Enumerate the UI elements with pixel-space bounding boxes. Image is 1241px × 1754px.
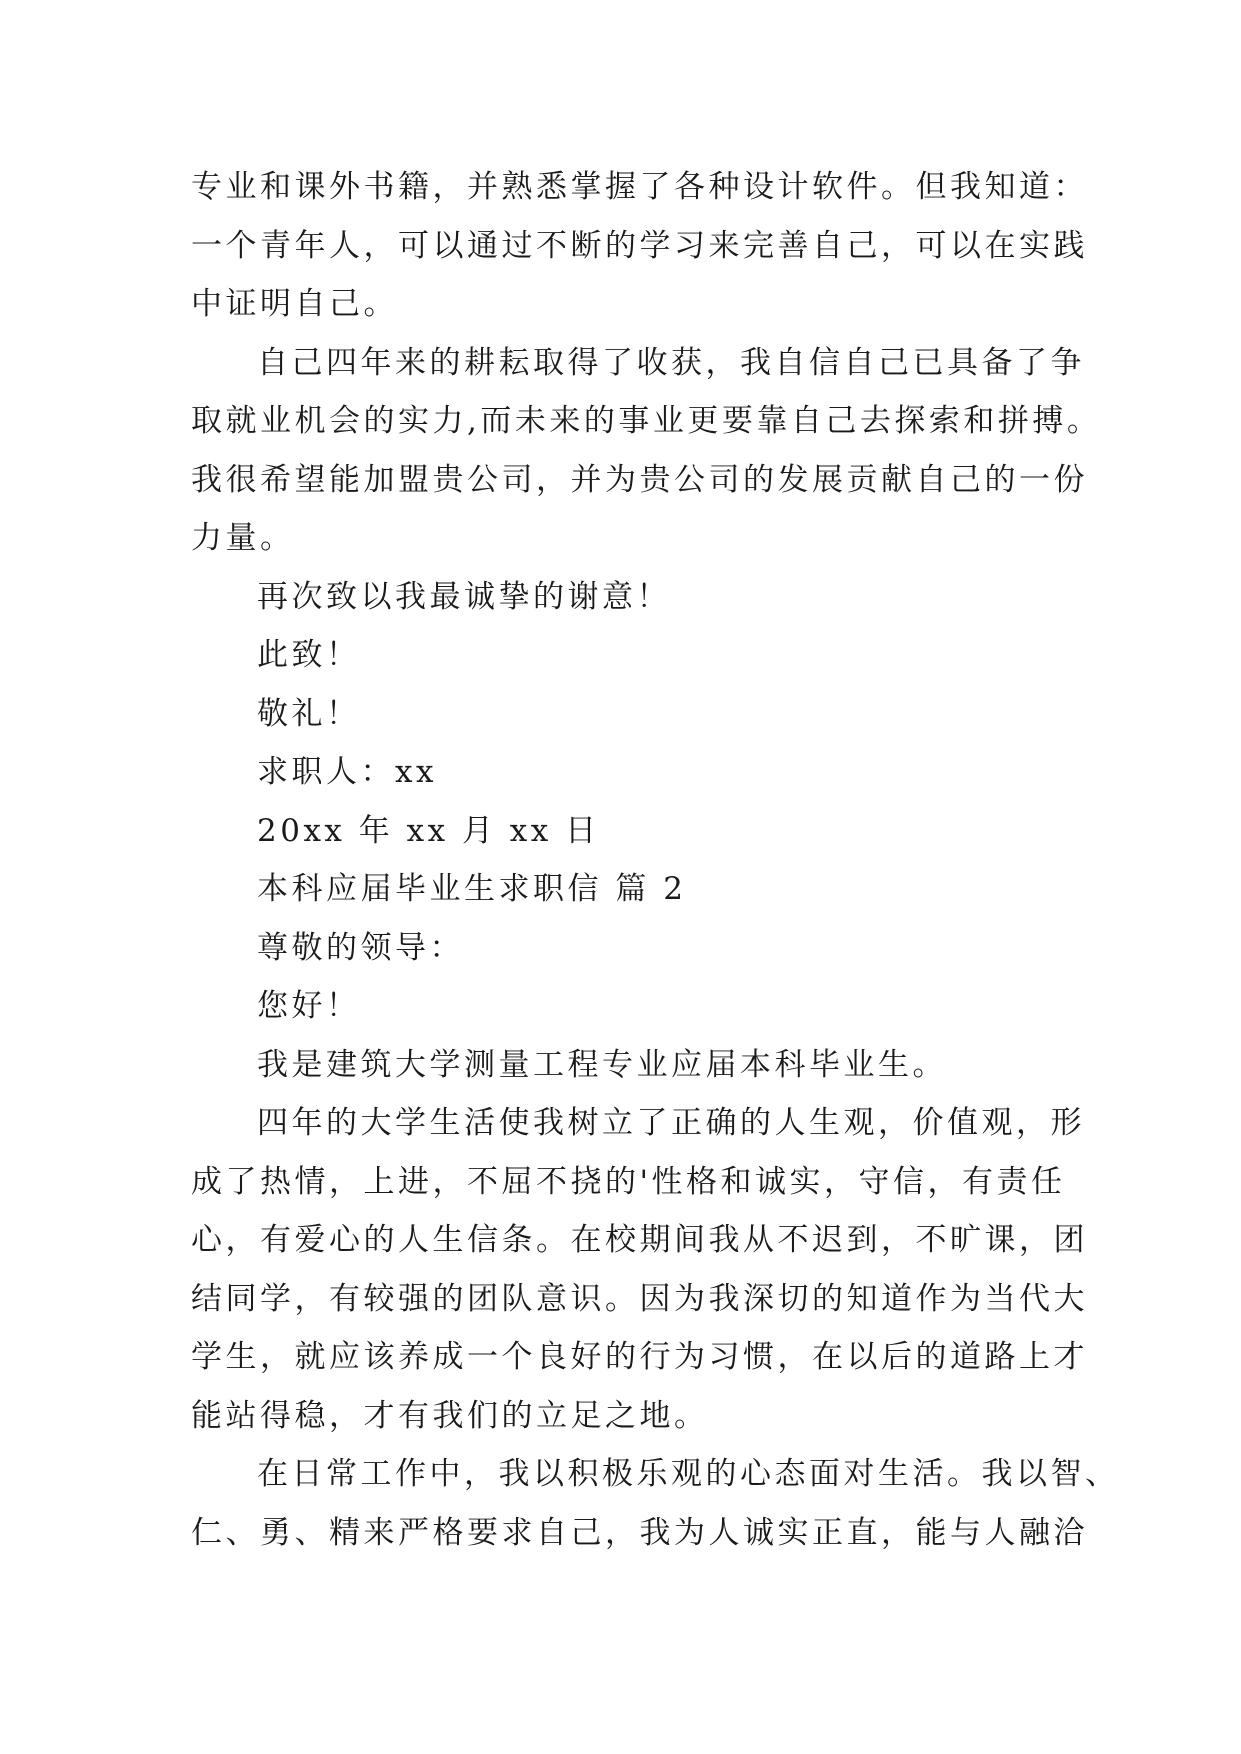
text-line: 中证明自己。: [191, 286, 398, 322]
greeting: 您好！: [257, 988, 361, 1024]
date-line: 20xx 年 xx 月 xx 日: [257, 812, 600, 849]
text-line: 我很希望能加盟贵公司，并为贵公司的发展贡献自己的一份: [191, 461, 1088, 498]
text-line: 敬礼！: [257, 695, 361, 732]
text-line: 四年的大学生活使我树立了正确的人生观，价值观，形: [257, 1105, 1085, 1141]
applicant-line: 求职人：xx: [257, 754, 437, 790]
salutation: 尊敬的领导：: [257, 929, 464, 966]
text-line: 成了热情，上进，不屈不挠的'性格和诚实，守信，有责任: [191, 1163, 1066, 1200]
text-line: 结同学，有较强的团队意识。因为我深切的知道作为当代大: [191, 1280, 1088, 1317]
text-line: 再次致以我最诚挚的谢意！: [257, 578, 671, 615]
text-line: 心，有爱心的人生信条。在校期间我从不迟到，不旷课，团: [191, 1222, 1088, 1258]
text-line: 学生，就应该养成一个良好的行为习惯，在以后的道路上才: [191, 1339, 1088, 1375]
text-line: 能站得稳，才有我们的立足之地。: [191, 1397, 709, 1434]
text-line: 此致！: [257, 637, 361, 673]
text-line: 仁、勇、精来严格要求自己，我为人诚实正直，能与人融洽: [191, 1514, 1088, 1551]
text-line: 取就业机会的实力,而未来的事业更要靠自己去探索和拼搏。: [191, 403, 1102, 439]
text-line: 一个青年人，可以通过不断的学习来完善自己，可以在实践: [191, 227, 1088, 264]
text-line: 力量。: [191, 520, 295, 556]
text-line: 在日常工作中，我以积极乐观的心态面对生活。我以智、: [257, 1456, 1120, 1492]
text-line: 我是建筑大学测量工程专业应届本科毕业生。: [257, 1046, 947, 1083]
section-heading: 本科应届毕业生求职信 篇 2: [257, 871, 687, 907]
letter-body: [191, 158, 1120, 1562]
text-line: 自己四年来的耕耘取得了收获，我自信自己已具备了争: [257, 344, 1085, 381]
text-line: 专业和课外书籍，并熟悉掌握了各种设计软件。但我知道：: [191, 169, 1088, 205]
